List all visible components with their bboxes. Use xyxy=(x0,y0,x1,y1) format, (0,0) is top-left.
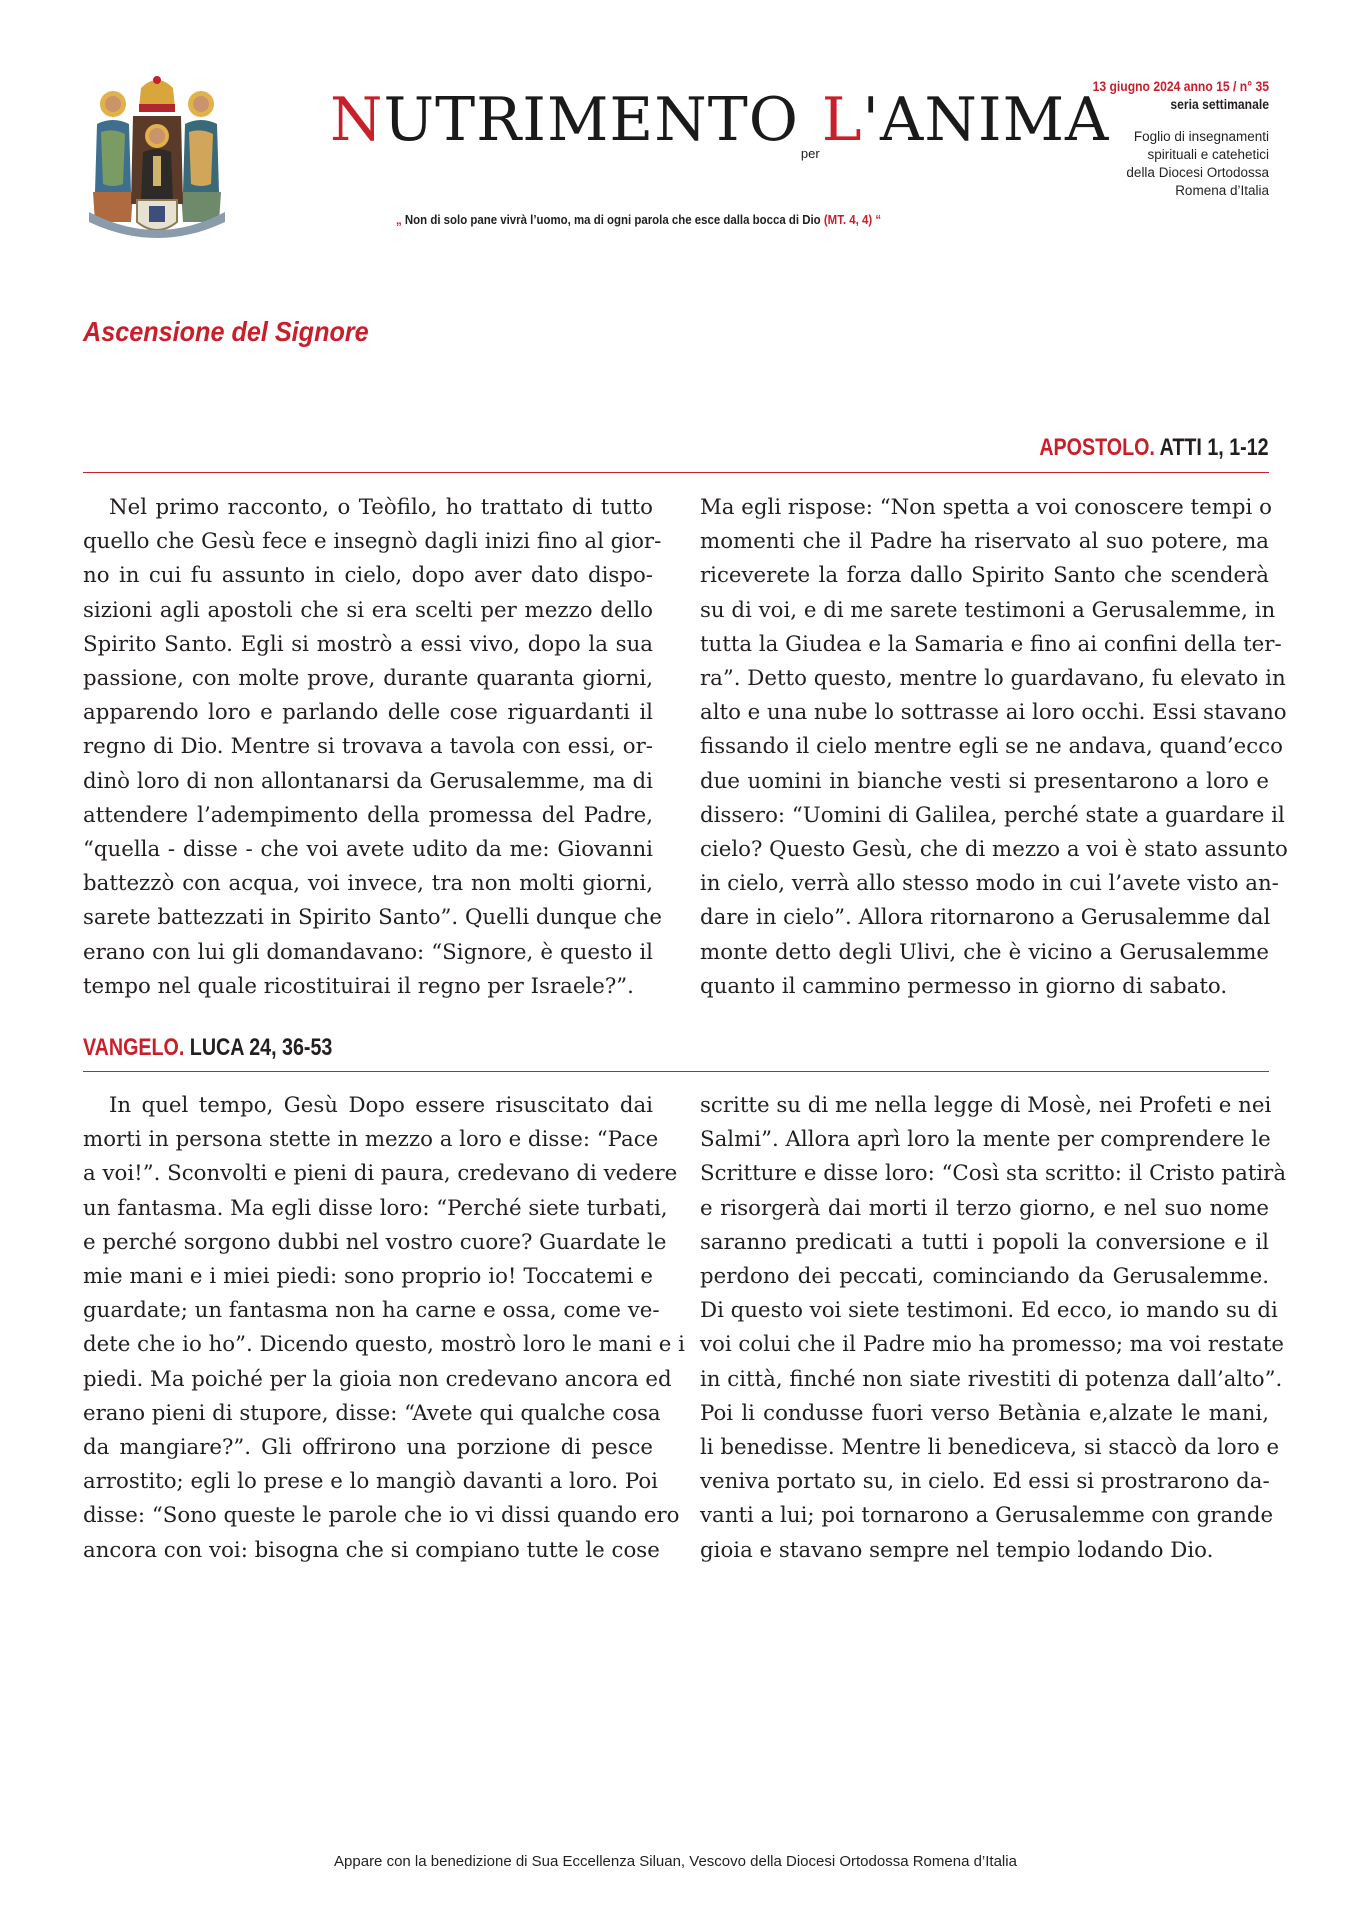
diocese-emblem-icon xyxy=(83,72,231,240)
text-line: tutta la Giudea e la Samaria e fino ai confini della ter- xyxy=(700,631,1282,657)
text-line: perdono dei peccati, cominciando da Gerusalemme. xyxy=(700,1264,1269,1290)
vangelo-text-right xyxy=(700,1089,1287,1568)
text-line: alto e una nube lo sottrasse ai loro occhi. Essi stavano xyxy=(700,700,1287,726)
text-line: Spirito Santo. Egli si mostrò a essi vivo, dopo la sua xyxy=(83,631,653,657)
text-line: in cielo, verrà allo stesso modo in cui l’avete visto an- xyxy=(700,871,1279,897)
vangelo-reference: LUCA 24, 36-53 xyxy=(189,1034,333,1061)
issue-meta xyxy=(1073,78,1269,200)
text-line: quanto il cammino permesso in giorno di sabato. xyxy=(700,973,1228,999)
masthead xyxy=(330,85,1110,227)
motto xyxy=(396,212,881,227)
text-line: erano pieni di stupore, disse: “Avete qui qualche cosa xyxy=(83,1400,661,1426)
apostolo-text-right xyxy=(700,491,1288,1004)
text-line: a voi!”. Sconvolti e pieni di paura, credevano di vedere xyxy=(83,1161,678,1187)
series-info: seria settimanale xyxy=(1170,97,1269,112)
text-line: tempo nel quale ricostituirai il regno per Israele?”. xyxy=(83,973,634,999)
text-line: un fantasma. Ma egli disse loro: “Perché siete turbati, xyxy=(83,1195,668,1221)
text-line: sarete battezzati in Spirito Santo”. Quelli dunque che xyxy=(83,905,662,931)
text-line: in città, finché non siate rivestiti di potenza dall’alto”. xyxy=(700,1366,1283,1392)
text-line: In quel tempo, Gesù Dopo essere risuscitato dai xyxy=(109,1093,653,1118)
vangelo-heading xyxy=(83,1034,332,1062)
text-line: regno di Dio. Mentre si trovava a tavola con essi, or- xyxy=(83,734,653,760)
desc-line: della Diocesi Ortodossa xyxy=(1126,165,1269,180)
text-line: momenti che il Padre ha riservato al suo potere, ma xyxy=(700,529,1269,555)
publication-title xyxy=(330,85,1110,161)
motto-text: Non di solo pane vivrà l’uomo, ma di ogni parola che esce dalla bocca di Dio xyxy=(404,212,821,227)
motto-reference: (MT. 4, 4) xyxy=(823,212,873,227)
text-line: battezzò con acqua, voi invece, tra non molti giorni, xyxy=(83,871,653,897)
apostolo-heading xyxy=(1040,434,1269,462)
desc-line: spirituali e catehetici xyxy=(1147,147,1269,162)
text-line: guardate; un fantasma non ha carne e ossa, come ve- xyxy=(83,1298,660,1324)
text-line: scritte su di me nella legge di Mosè, nei Profeti e nei xyxy=(700,1093,1272,1118)
text-line: sizioni agli apostoli che si era scelti per mezzo dello xyxy=(83,597,653,623)
text-line: Di questo voi siete testimoni. Ed ecco, io mando su di xyxy=(700,1298,1278,1324)
vangelo-label: VANGELO. xyxy=(83,1034,185,1061)
vangelo-text-left xyxy=(83,1089,685,1568)
title-first-letter: N xyxy=(330,85,384,155)
text-line: vanti a lui; poi tornarono a Gerusalemme con grande xyxy=(700,1503,1274,1529)
text-line: da mangiare?”. Gli offrirono una porzione di pesce xyxy=(83,1435,653,1461)
text-line: ancora con voi: bisogna che si compiano tutte le cose xyxy=(83,1537,660,1563)
text-line: due uomini in bianche vesti si presentarono a loro e xyxy=(700,768,1269,794)
text-line: piedi. Ma poiché per la gioia non credevano ancora ed xyxy=(83,1366,672,1392)
motto-open-quote: „ xyxy=(396,212,402,227)
text-line: apparendo loro e parlando delle cose riguardanti il xyxy=(83,700,653,726)
text-line: arrostito; egli lo prese e lo mangiò davanti a loro. Poi xyxy=(83,1469,658,1495)
text-line: Scritture e disse loro: “Così sta scritto: il Cristo patirà xyxy=(700,1161,1287,1187)
text-line: attendere l’adempimento della promessa del Padre, xyxy=(83,802,653,828)
apostolo-text-left xyxy=(83,491,662,1004)
desc-line: Romena d’Italia xyxy=(1175,183,1269,198)
text-line: “quella - disse - che voi avete udito da me: Giovanni xyxy=(83,837,653,863)
text-line: li benedisse. Mentre li benediceva, si staccò da loro e xyxy=(700,1435,1280,1461)
text-line: dinò loro di non allontanarsi da Gerusalemme, ma di xyxy=(83,768,653,794)
text-line: Salmi”. Allora aprì loro la mente per comprendere le xyxy=(700,1127,1271,1153)
text-line: erano con lui gli domandavano: “Signore, è questo il xyxy=(83,939,653,965)
section-divider xyxy=(83,472,1269,473)
text-line: fissando il cielo mentre egli se ne andava, quand’ecco xyxy=(700,734,1283,760)
title-main: UTRIMENTO xyxy=(383,85,799,155)
text-line: dare in cielo”. Allora ritornarono a Gerusalemme dal xyxy=(700,905,1271,931)
text-line: dete che io ho”. Dicendo questo, mostrò loro le mani e i xyxy=(83,1332,685,1358)
text-line: Nel primo racconto, o Teòfilo, ho trattato di tutto xyxy=(109,495,653,520)
text-line: disse: “Sono queste le parole che io vi dissi quando ero xyxy=(83,1503,680,1529)
text-line: su di voi, e di me sarete testimoni a Gerusalemme, in xyxy=(700,597,1276,623)
title-end: 'ANIMA xyxy=(862,85,1110,155)
text-line: veniva portato su, in cielo. Ed essi si prostrarono da- xyxy=(700,1469,1270,1495)
text-line: quello che Gesù fece e insegnò dagli inizi fino al gior- xyxy=(83,529,662,555)
desc-line: Foglio di insegnamenti xyxy=(1133,129,1269,144)
text-line: e perché sorgono dubbi nel vostro cuore? Guardate le xyxy=(83,1229,667,1255)
motto-close-quote: “ xyxy=(875,212,882,227)
apostolo-label: APOSTOLO. xyxy=(1039,434,1156,461)
text-line: saranno predicati a tutti i popoli la conversione e il xyxy=(700,1229,1269,1255)
text-line: morti in persona stette in mezzo a loro e disse: “Pace xyxy=(83,1127,659,1153)
text-line: Poi li condusse fuori verso Betània e,alzate le mani, xyxy=(700,1400,1269,1426)
text-line: cielo? Questo Gesù, che di mezzo a voi è stato assunto xyxy=(700,837,1288,863)
section-divider xyxy=(83,1071,1269,1072)
text-line: mie mani e i miei piedi: sono proprio io! Toccatemi e xyxy=(83,1264,653,1290)
publication-description xyxy=(1073,128,1269,200)
text-line: e risorgerà dai morti il terzo giorno, e nel suo nome xyxy=(700,1195,1269,1221)
text-line: riceverete la forza dallo Spirito Santo che scenderà xyxy=(700,563,1269,589)
text-line: monte detto degli Ulivi, che è vicino a Gerusalemme xyxy=(700,939,1269,965)
text-line: gioia e stavano sempre nel tempio lodando Dio. xyxy=(700,1537,1214,1563)
text-line: no in cui fu assunto in cielo, dopo aver dato dispo- xyxy=(83,563,653,589)
feast-title: Ascensione del Signore xyxy=(83,316,369,347)
title-per: per xyxy=(800,146,820,161)
apostolo-reference: ATTI 1, 1-12 xyxy=(1159,434,1269,461)
footer-blessing: Appare con la benedizione di Sua Eccellenza Siluan, Vescovo della Diocesi Ortodossa Romena d’Italia xyxy=(334,1853,1017,1870)
text-line: voi colui che il Padre mio ha promesso; ma voi restate xyxy=(700,1332,1285,1358)
title-second-letter: L xyxy=(821,85,863,155)
text-line: Ma egli rispose: “Non spetta a voi conoscere tempi o xyxy=(700,495,1272,520)
text-line: passione, con molte prove, durante quaranta giorni, xyxy=(83,666,653,692)
text-line: ra”. Detto questo, mentre lo guardavano, fu elevato in xyxy=(700,666,1286,692)
text-line: dissero: “Uomini di Galilea, perché state a guardare il xyxy=(700,802,1285,828)
issue-info: 13 giugno 2024 anno 15 / n° 35 xyxy=(1092,79,1269,94)
